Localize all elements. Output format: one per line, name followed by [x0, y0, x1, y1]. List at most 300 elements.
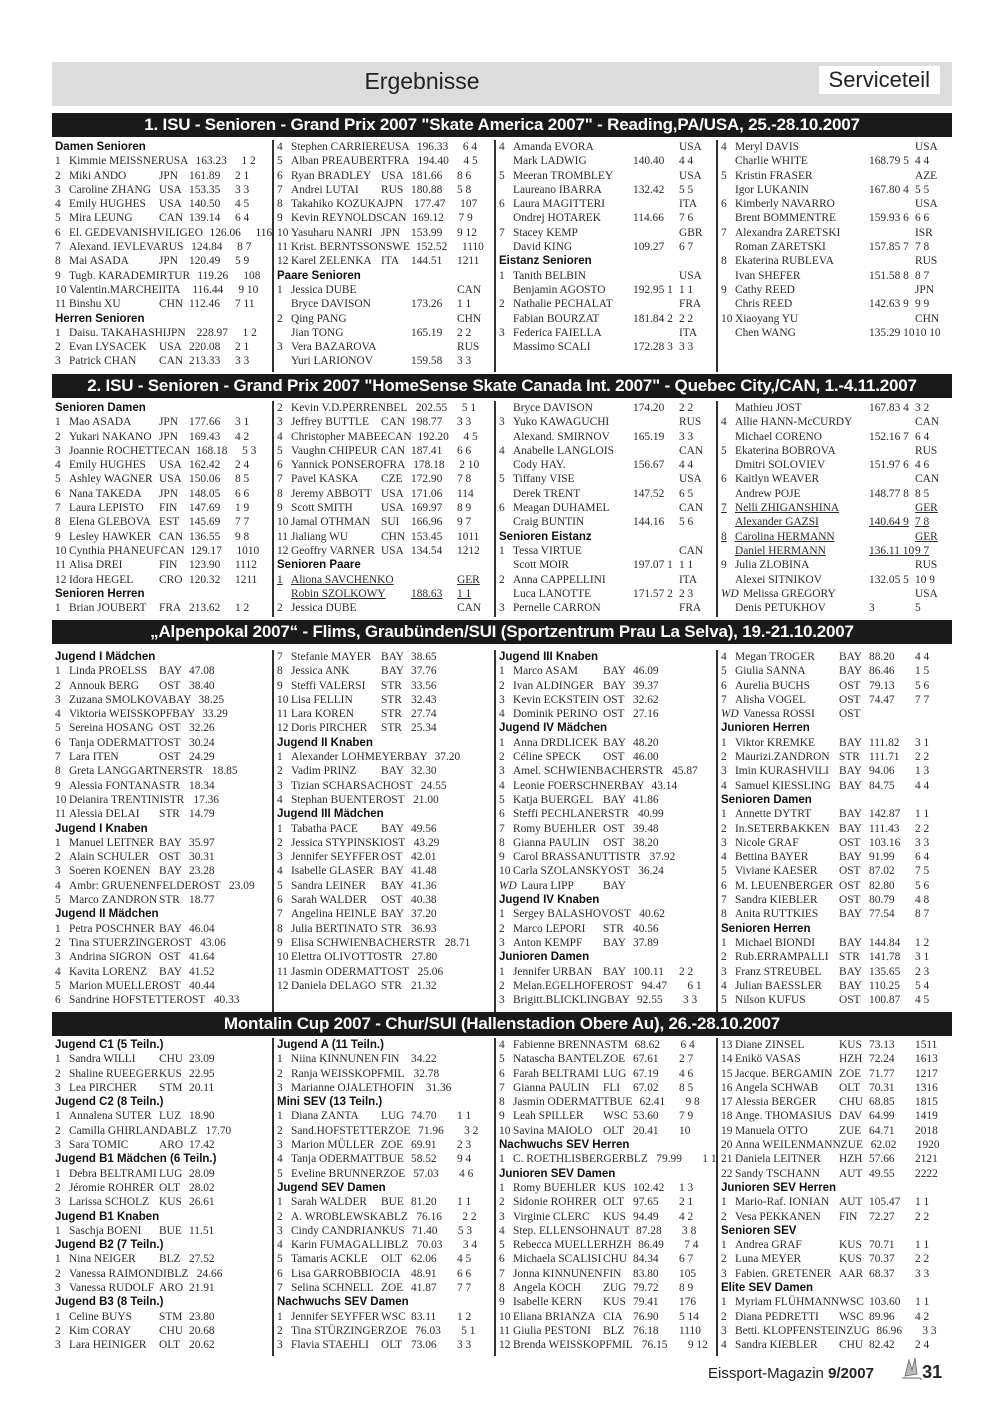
score: 89.96 — [869, 1310, 895, 1323]
placements: FRA — [679, 298, 702, 311]
rank: 2 — [499, 679, 505, 692]
score — [869, 530, 915, 544]
skater-name: Yuri LARIONOV — [291, 355, 373, 368]
result-row — [55, 707, 269, 721]
score: 40.99 — [638, 808, 664, 821]
result-row — [721, 1295, 949, 1309]
club-or-country: USA — [386, 141, 410, 153]
skater-name: Alisha VOGEL — [735, 693, 806, 706]
placements: USA — [679, 141, 702, 153]
placements: 10 — [679, 1124, 691, 1137]
placements — [457, 850, 491, 864]
score: 34.22 — [411, 1053, 437, 1066]
placements — [915, 707, 949, 721]
rank: 8 — [55, 516, 61, 529]
score: 163.23 — [195, 155, 227, 168]
skater-name: Farah BELTRAMI — [513, 1067, 599, 1080]
rank: 2 — [721, 951, 727, 964]
result-row — [721, 1267, 949, 1281]
skater-name: Cathy REED — [735, 283, 795, 296]
club-or-country: LUG — [159, 1167, 183, 1180]
club-or-country: FRA — [159, 602, 182, 615]
rank: 1 — [277, 822, 283, 835]
score: 144.84 — [869, 936, 901, 949]
skater-name: Elettra OLIVOTTO — [291, 951, 382, 964]
result-row — [499, 401, 713, 415]
score: 67.61 — [633, 1053, 659, 1066]
result-row — [721, 1038, 949, 1052]
placements — [235, 1167, 269, 1181]
placements: 6 7 — [679, 1253, 694, 1266]
result-row — [277, 487, 491, 501]
rank: 6 — [499, 502, 505, 515]
rank: 3 — [721, 1324, 727, 1337]
skater-name: Laura LIPP — [521, 879, 574, 892]
placements — [460, 1067, 494, 1081]
club-or-country: FIN — [603, 1267, 622, 1280]
club-or-country: HZH — [839, 1153, 863, 1166]
result-row — [499, 1109, 713, 1123]
result-row — [55, 1195, 269, 1209]
score: 124.84 — [191, 241, 223, 254]
skater-name: Annouk BERG — [69, 679, 139, 692]
result-row — [499, 822, 713, 836]
placements — [457, 707, 491, 721]
score: 49.56 — [411, 822, 437, 835]
rank: 3 — [499, 326, 505, 339]
club-or-country: BLZ — [166, 1267, 189, 1280]
placements: 1211 — [235, 573, 258, 586]
rank: 5 — [55, 212, 61, 225]
rank: 3 — [55, 951, 61, 964]
placements — [679, 922, 713, 936]
club-or-country: OST — [383, 793, 405, 806]
rank: 11 — [277, 241, 288, 254]
result-row — [499, 340, 713, 354]
category-heading: Senioren Herren — [55, 587, 145, 600]
category-heading: Jugend I Knaben — [55, 822, 148, 835]
result-row — [721, 750, 949, 764]
skater-name: Megan TROGER — [735, 651, 815, 663]
result-row — [55, 354, 269, 368]
result-row — [499, 430, 713, 444]
score: 37.20 — [411, 908, 437, 921]
result-row — [721, 211, 949, 225]
club-or-country: STR — [642, 765, 663, 778]
rank: 4 — [721, 416, 727, 429]
placements: 1110 — [679, 1324, 701, 1337]
placements — [235, 979, 269, 993]
score: 198.77 — [411, 416, 443, 429]
placements: 1815 — [915, 1096, 938, 1109]
placements: 3 3 — [915, 836, 930, 849]
rank — [499, 401, 513, 415]
result-row — [277, 764, 491, 778]
club-or-country: BAY — [381, 665, 405, 678]
rank: 5 — [721, 169, 727, 182]
rank: 6 — [721, 879, 727, 892]
rank: 6 — [55, 226, 61, 239]
rank: 10 — [55, 544, 67, 557]
skater-name: Vera BAZAROVA — [291, 341, 377, 354]
rank: 12 — [277, 544, 289, 557]
score: 192.95 1 — [633, 283, 673, 296]
club-or-country: BAY — [603, 736, 627, 749]
result-row — [721, 836, 949, 850]
score: 24.55 — [420, 779, 447, 792]
score: 18.34 — [189, 779, 215, 792]
skater-name: Rub.ERRAMPALLI — [735, 951, 829, 964]
placements: 2 3 — [679, 587, 694, 600]
result-row — [277, 240, 491, 254]
rank: 5 — [721, 665, 727, 678]
rank: 3 — [277, 851, 283, 864]
score — [411, 601, 457, 615]
placements: 2 1 — [679, 1196, 694, 1209]
rank: 12 — [277, 979, 289, 992]
page-title: Ergebnisse — [364, 68, 480, 94]
placements: 1 1 — [457, 1196, 472, 1209]
placements — [235, 1224, 269, 1238]
result-row — [721, 879, 949, 893]
rank: 7 — [277, 473, 283, 486]
club-or-country: ZOE — [839, 1067, 862, 1080]
rank: 5 — [55, 894, 61, 907]
score: 40.38 — [411, 894, 437, 907]
club-or-country: KUS — [603, 1210, 626, 1223]
club-or-country: HZH — [839, 1053, 863, 1066]
club-or-country: STR — [159, 779, 180, 792]
skater-name: Jasmin ODERMATT — [291, 965, 388, 978]
club-or-country: STR — [159, 808, 180, 821]
result-row — [277, 679, 491, 693]
result-row — [55, 501, 269, 515]
club-or-country: ITA — [162, 283, 181, 296]
score: 152.52 — [415, 241, 448, 254]
results-section-alpenpokal — [52, 650, 952, 1012]
rank: 3 — [499, 936, 505, 949]
rank: 22 — [721, 1167, 733, 1180]
result-row — [277, 458, 491, 472]
placements: 7 7 — [457, 1282, 472, 1295]
skater-name: Ekaterina BOBROVA — [735, 444, 836, 457]
result-row — [277, 1195, 491, 1209]
score: 109.27 — [633, 241, 665, 254]
score: 92.55 — [636, 994, 663, 1007]
rank: 3 — [277, 779, 283, 792]
score — [633, 879, 679, 893]
score: 148.05 — [189, 487, 221, 500]
rank: 4 — [55, 708, 61, 721]
score: 169.43 — [189, 430, 221, 443]
placements: 108 — [243, 269, 261, 282]
rank: 3 — [55, 1196, 61, 1209]
score: 150.06 — [189, 473, 221, 486]
result-row — [277, 693, 491, 707]
results-column — [272, 140, 494, 372]
club-or-country: BAY — [603, 793, 627, 806]
skater-name: Bryce DAVISON — [513, 402, 593, 414]
rank: 7 — [55, 241, 61, 254]
skater-name: Andrea GRAF — [735, 1239, 802, 1252]
placements: 7 8 — [457, 473, 472, 486]
category-heading: Senioren SEV — [721, 1224, 797, 1237]
club-or-country: ZOE — [603, 1053, 626, 1066]
score: 111.82 — [869, 736, 900, 749]
score — [869, 472, 915, 486]
club-or-country: OST — [603, 751, 625, 764]
placements: 9 9 — [915, 298, 930, 311]
placements: 2222 — [915, 1167, 938, 1180]
skater-name: Sand.HOFSTETTER — [291, 1124, 389, 1137]
score: 111.71 — [869, 751, 900, 764]
skater-name: Ryan BRADLEY — [291, 169, 372, 182]
skater-name: Carol BRASSANUTTI — [513, 851, 620, 864]
club-or-country: BAY — [404, 751, 428, 764]
score — [869, 169, 915, 183]
result-row — [721, 573, 949, 587]
rank: 2 — [277, 1324, 283, 1337]
result-row — [277, 415, 491, 429]
result-row — [277, 1124, 491, 1138]
result-row — [277, 1067, 491, 1081]
rank: 8 — [499, 836, 505, 849]
placements — [457, 879, 491, 893]
result-row — [499, 444, 713, 458]
skater-name: A. WROBLEWSKA — [291, 1210, 387, 1223]
score: 153.99 — [411, 226, 443, 239]
skater-name: Debra BELTRAMI — [69, 1167, 157, 1180]
rank: 10 — [277, 226, 289, 239]
result-row — [721, 1195, 949, 1209]
placements — [235, 1052, 269, 1066]
result-row — [721, 1138, 949, 1152]
rank: 1 — [55, 326, 61, 339]
placements: 5 — [915, 602, 921, 615]
skater-name: Luca LANOTTE — [513, 587, 592, 600]
club-or-country: OST — [609, 908, 631, 921]
result-row — [277, 1138, 491, 1152]
score: 76.18 — [633, 1324, 659, 1337]
club-or-country: STM — [604, 1039, 628, 1051]
skater-name: Lara ITEN — [69, 751, 119, 764]
placements: 2 1 — [235, 341, 250, 354]
result-row — [499, 836, 713, 850]
result-row — [277, 965, 491, 979]
skater-name: Ambr: GRUENENFELDER — [69, 879, 200, 892]
club-or-country: BAY — [839, 965, 863, 978]
rank: 2 — [277, 312, 283, 325]
category-heading: Herren Senioren — [55, 312, 145, 325]
skater-name: Stacey KEMP — [513, 226, 578, 239]
result-row — [277, 340, 491, 354]
placements — [679, 750, 713, 764]
rank: 1 — [499, 736, 505, 749]
placements — [679, 936, 713, 950]
result-row — [499, 169, 713, 183]
club-or-country: STR — [181, 765, 203, 778]
result-row — [721, 154, 949, 168]
placements — [460, 836, 494, 850]
score: 140.40 — [633, 155, 665, 168]
placements: 4 2 — [915, 1310, 930, 1323]
club-or-country: OLT — [159, 1339, 181, 1352]
result-row — [55, 183, 269, 197]
result-row — [55, 211, 269, 225]
score: 21.91 — [189, 1282, 215, 1295]
skater-name: Alessia BERGER — [735, 1096, 817, 1109]
rank: 1 — [55, 922, 61, 935]
score: 33.29 — [202, 708, 228, 721]
skater-name: Derek TRENT — [513, 487, 581, 500]
rank: 3 — [277, 1081, 283, 1094]
result-row — [499, 1210, 713, 1224]
skater-name: Sandra KIEBLER — [735, 894, 818, 907]
result-row — [721, 965, 949, 979]
rank: 3 — [277, 416, 283, 429]
score: 20.11 — [189, 1081, 215, 1094]
score: 27.16 — [633, 708, 659, 721]
placements: 9 8 — [235, 530, 250, 543]
club-or-country: BAY — [839, 651, 863, 663]
placements: 2 2 — [679, 312, 694, 325]
result-row — [499, 664, 713, 678]
club-or-country: STR — [381, 693, 402, 706]
score: 26.61 — [189, 1196, 215, 1209]
placements: 4 2 — [679, 1210, 694, 1223]
placements: 4 8 — [915, 894, 930, 907]
result-row — [277, 472, 491, 486]
result-row — [277, 1267, 491, 1281]
skater-name: Pernelle CARRON — [513, 602, 601, 615]
skater-name: Michael CORENO — [735, 430, 822, 443]
result-row — [499, 993, 713, 1007]
rank: 3 — [55, 865, 61, 878]
placements: 5 3 — [457, 1224, 473, 1237]
skater-name: Tessa VIRTUE — [513, 544, 582, 557]
club-or-country: OST — [839, 879, 861, 892]
placements: RUS — [457, 341, 480, 354]
result-row — [721, 601, 949, 615]
category-heading: Jugend III Knaben — [499, 651, 599, 663]
skater-name: Cindy CANDRIAN — [291, 1224, 382, 1237]
placements: 1 1 — [679, 283, 694, 296]
placements: 3 3 — [679, 341, 694, 354]
score: 69.91 — [411, 1139, 437, 1152]
rank — [721, 544, 735, 558]
score: 181.84 2 — [633, 312, 673, 325]
result-row — [55, 444, 269, 458]
score: 17.70 — [205, 1124, 232, 1137]
club-or-country: STR — [163, 793, 185, 806]
result-row — [499, 211, 713, 225]
rank: 11 — [277, 708, 288, 721]
rank — [499, 283, 513, 297]
rank: 8 — [499, 1282, 505, 1295]
skater-name: Larissa SCHOLZ — [69, 1196, 150, 1209]
skater-name: Tabatha PACE — [291, 822, 358, 835]
club-or-country: OST — [603, 693, 625, 706]
placements: FRA — [679, 602, 702, 615]
club-or-country: ZUG — [603, 1282, 627, 1295]
score — [869, 558, 915, 572]
result-row — [55, 993, 269, 1007]
rank: 9 — [721, 283, 727, 296]
club-or-country: OST — [170, 936, 192, 949]
skater-name: Soeren KOENEN — [69, 865, 151, 878]
category-heading: Jugend B3 (8 Teiln.) — [55, 1296, 164, 1309]
placements: 3 3 — [457, 416, 472, 429]
skater-name: Valentin.MARCHEI — [69, 283, 163, 296]
placements: CAN — [457, 602, 482, 615]
score: 39.48 — [633, 822, 659, 835]
rank: 7 — [55, 751, 61, 764]
rank — [499, 240, 513, 254]
rank: 3 — [499, 994, 505, 1007]
skater-name: Celine BUYS — [69, 1310, 132, 1323]
score: 91.99 — [869, 851, 895, 864]
skater-name: Angela KOCH — [513, 1282, 582, 1295]
skater-name: Charlie WHITE — [735, 155, 808, 168]
placements: ITA — [679, 326, 698, 339]
skater-name: Flavia STAEHLI — [291, 1339, 369, 1352]
rank: 1 — [55, 836, 61, 849]
result-row — [277, 1224, 491, 1238]
placements: 7 4 — [684, 1239, 699, 1252]
placements: 3 1 — [915, 951, 930, 964]
category-heading: Senioren Eistanz — [499, 530, 592, 543]
result-row — [277, 836, 491, 850]
score: 17.42 — [189, 1139, 215, 1152]
score: 76.03 — [415, 1324, 441, 1337]
placements: RUS — [915, 559, 938, 572]
placements: 1 1 — [915, 808, 930, 821]
rank: 1 — [277, 751, 283, 764]
result-row — [277, 1210, 491, 1224]
result-row — [499, 750, 713, 764]
skater-name: Kaitlyn WEAVER — [735, 473, 820, 486]
club-or-country: JPN — [159, 430, 178, 443]
skater-name: Stefanie MAYER — [291, 651, 372, 663]
rank: 11 — [55, 808, 66, 821]
rank: 4 — [499, 779, 505, 792]
score: 35.97 — [189, 836, 215, 849]
club-or-country: AUT — [839, 1196, 863, 1209]
skater-name: Kevin V.D.PERREN — [291, 402, 386, 414]
skater-name: M. LEUENBERGER — [735, 879, 834, 892]
skater-name: Kevin ECKSTEIN — [513, 693, 599, 706]
skater-name: Carla SZOLANSKY — [513, 865, 609, 878]
skater-name: Sidonie ROHRER — [513, 1196, 597, 1209]
score: 46.00 — [633, 751, 659, 764]
placements: 1 2 — [457, 1310, 472, 1323]
score: 83.80 — [633, 1267, 659, 1280]
placements: 2018 — [915, 1124, 938, 1137]
result-row — [277, 822, 491, 836]
rank: 5 — [277, 444, 283, 457]
placements: 1 1 — [457, 587, 472, 600]
score: 70.03 — [416, 1239, 443, 1252]
skater-name: Nilson KUFUS — [735, 994, 806, 1007]
result-row — [277, 354, 491, 368]
score: 142.63 9 — [869, 298, 909, 311]
result-row — [721, 197, 949, 211]
placements: 6 6 — [457, 444, 472, 457]
score: 41.52 — [189, 965, 215, 978]
score: 48.91 — [411, 1267, 437, 1280]
score: 82.80 — [869, 879, 895, 892]
skater-name: Anna WEILENMANN — [735, 1139, 841, 1152]
